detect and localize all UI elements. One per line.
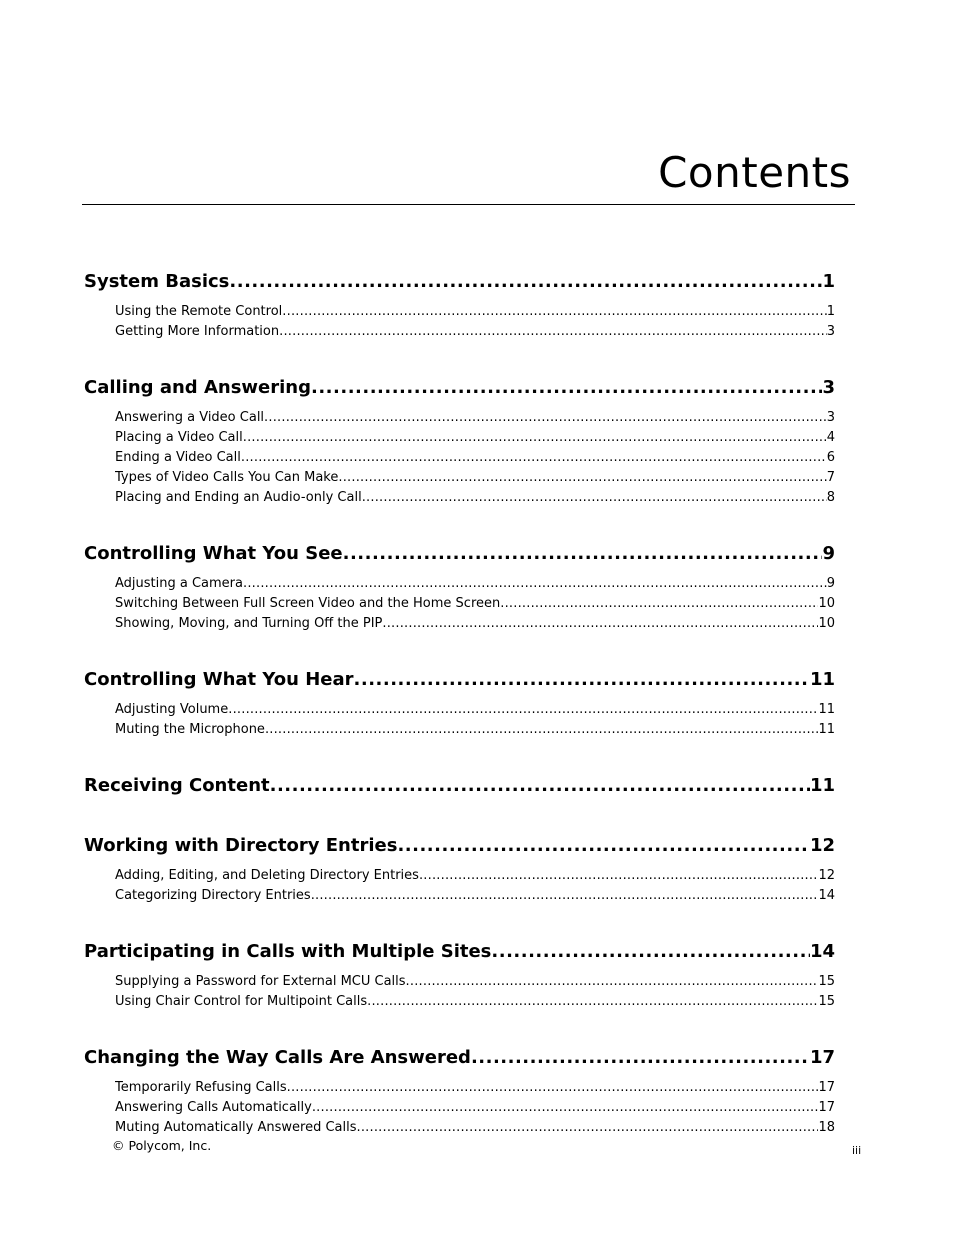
toc-section	[84, 832, 835, 906]
toc-subsection-page: 6	[826, 450, 835, 465]
toc-chapter-entry[interactable]	[84, 938, 835, 966]
page-title: Contents	[658, 148, 851, 197]
toc-leader-dots	[241, 448, 827, 468]
toc-subsection-title: Temporarily Refusing Calls	[115, 1080, 287, 1095]
toc-chapter-title: Working with Directory Entries	[84, 835, 398, 856]
toc-leader-dots	[382, 614, 818, 634]
toc-leader-dots	[500, 594, 818, 614]
toc-subsection-title: Muting Automatically Answered Calls	[115, 1120, 357, 1135]
toc-subsection-page: 17	[818, 1100, 835, 1115]
toc-subsection-entry[interactable]	[115, 428, 835, 448]
toc-chapter-entry[interactable]	[84, 832, 835, 860]
toc-subsection-entry[interactable]	[115, 574, 835, 594]
toc-chapter-page: 1	[822, 271, 835, 292]
toc-chapter-title: Calling and Answering	[84, 377, 311, 398]
toc-subsection-entry[interactable]	[115, 448, 835, 468]
toc-subsection-page: 15	[818, 994, 835, 1009]
toc-subsection-title: Categorizing Directory Entries	[115, 888, 311, 903]
toc-chapter-title: System Basics	[84, 271, 230, 292]
toc-leader-dots	[311, 886, 819, 906]
toc-leader-dots	[264, 408, 827, 428]
toc-chapter-page: 17	[809, 1047, 835, 1068]
toc-subsection-page: 12	[818, 868, 835, 883]
toc-chapter-entry[interactable]	[84, 666, 835, 694]
toc-subsection-page: 10	[818, 596, 835, 611]
toc-subsection-title: Adjusting Volume	[115, 702, 229, 717]
toc-section	[84, 772, 835, 800]
toc-section	[84, 540, 835, 634]
toc-section	[84, 666, 835, 740]
toc-chapter-page: 11	[809, 669, 835, 690]
toc-subsection-title: Answering Calls Automatically	[115, 1100, 312, 1115]
toc-subsection-title: Placing and Ending an Audio-only Call	[115, 490, 362, 505]
toc-chapter-title: Changing the Way Calls Are Answered	[84, 1047, 471, 1068]
title-rule	[82, 204, 855, 205]
section-spacer	[84, 906, 835, 938]
toc-leader-dots	[397, 832, 809, 860]
toc-leader-dots	[312, 1098, 819, 1118]
toc-subsection-title: Switching Between Full Screen Video and the Home Screen	[115, 596, 501, 611]
toc-subsection-entry[interactable]	[115, 1118, 835, 1138]
toc-subsection-title: Adjusting a Camera	[115, 576, 243, 591]
toc-subsection-title: Answering a Video Call	[115, 410, 265, 425]
section-spacer	[84, 1012, 835, 1044]
toc-subsection-page: 11	[818, 702, 835, 717]
toc-chapter-entry[interactable]	[84, 268, 835, 296]
toc-subsection-entry[interactable]	[115, 972, 835, 992]
toc-subsection-page: 10	[818, 616, 835, 631]
toc-leader-dots	[343, 540, 823, 568]
toc-chapter-page: 3	[822, 377, 835, 398]
toc-section	[84, 1044, 835, 1138]
toc-subsection-title: Using Chair Control for Multipoint Calls	[115, 994, 368, 1009]
toc-leader-dots	[279, 322, 827, 342]
toc-leader-dots	[362, 488, 827, 508]
toc-subsection-entry[interactable]	[115, 1078, 835, 1098]
toc-chapter-entry[interactable]	[84, 772, 835, 800]
toc-subsection-entry[interactable]	[115, 886, 835, 906]
toc-subsection-page: 1	[826, 304, 835, 319]
footer-copyright: © Polycom, Inc.	[112, 1138, 212, 1153]
toc-leader-dots	[419, 866, 819, 886]
toc-subsection-title: Using the Remote Control	[115, 304, 283, 319]
toc-leader-dots	[367, 992, 818, 1012]
toc-subsection-entry[interactable]	[115, 1098, 835, 1118]
toc-subsection-entry[interactable]	[115, 468, 835, 488]
toc-subsection-entry[interactable]	[115, 720, 835, 740]
toc-chapter-page: 14	[809, 941, 835, 962]
toc-chapter-entry[interactable]	[84, 540, 835, 568]
toc-leader-dots	[491, 938, 810, 966]
toc-subsection-entry[interactable]	[115, 322, 835, 342]
toc-subsection-title: Showing, Moving, and Turning Off the PIP	[115, 616, 383, 631]
toc-subsection-entry[interactable]	[115, 408, 835, 428]
toc-leader-dots	[265, 720, 819, 740]
toc-subsection-title: Types of Video Calls You Can Make	[115, 470, 339, 485]
toc-subsection-title: Adding, Editing, and Deleting Directory Entries	[115, 868, 419, 883]
toc-chapter-page: 11	[809, 775, 835, 796]
toc-chapter-title: Participating in Calls with Multiple Sites	[84, 941, 492, 962]
toc-subsection-page: 4	[826, 430, 835, 445]
toc-leader-dots	[338, 468, 826, 488]
toc-subsection-entry[interactable]	[115, 488, 835, 508]
toc-subsection-page: 8	[826, 490, 835, 505]
toc-chapter-page: 9	[822, 543, 835, 564]
toc-section	[84, 374, 835, 508]
toc-leader-dots	[311, 374, 822, 402]
toc-leader-dots	[357, 1118, 819, 1138]
section-spacer	[84, 342, 835, 374]
toc-subsection-page: 17	[818, 1080, 835, 1095]
toc-subsection-title: Supplying a Password for External MCU Calls	[115, 974, 406, 989]
toc-leader-dots	[287, 1078, 819, 1098]
toc-subsection-entry[interactable]	[115, 700, 835, 720]
toc-subsection-page: 14	[818, 888, 835, 903]
toc-chapter-entry[interactable]	[84, 1044, 835, 1072]
toc-subsection-page: 7	[826, 470, 835, 485]
toc-subsection-title: Placing a Video Call	[115, 430, 243, 445]
toc-chapter-page: 12	[809, 835, 835, 856]
toc-subsection-page: 3	[826, 410, 835, 425]
toc-subsection-page: 9	[826, 576, 835, 591]
toc-leader-dots	[229, 268, 822, 296]
toc-leader-dots	[243, 574, 827, 594]
toc-leader-dots	[228, 700, 818, 720]
toc-chapter-title: Controlling What You See	[84, 543, 343, 564]
section-spacer	[84, 634, 835, 666]
toc-subsection-title: Ending a Video Call	[115, 450, 241, 465]
toc-section	[84, 268, 835, 342]
toc-chapter-title: Receiving Content	[84, 775, 270, 796]
section-spacer	[84, 508, 835, 540]
toc-leader-dots	[406, 972, 819, 992]
toc-leader-dots	[282, 302, 826, 322]
toc-subsection-page: 3	[826, 324, 835, 339]
toc-section	[84, 938, 835, 1012]
section-spacer	[84, 800, 835, 832]
footer-page-number: iii	[852, 1144, 862, 1157]
toc-subsection-entry[interactable]	[115, 302, 835, 322]
toc-leader-dots	[270, 772, 810, 800]
section-spacer	[84, 740, 835, 772]
table-of-contents	[84, 268, 835, 1138]
toc-subsection-entry[interactable]	[115, 866, 835, 886]
toc-subsection-page: 11	[818, 722, 835, 737]
toc-leader-dots	[243, 428, 827, 448]
toc-subsection-page: 18	[818, 1120, 835, 1135]
toc-subsection-entry[interactable]	[115, 614, 835, 634]
toc-subsection-entry[interactable]	[115, 594, 835, 614]
toc-chapter-entry[interactable]	[84, 374, 835, 402]
toc-subsection-title: Getting More Information	[115, 324, 280, 339]
toc-subsection-entry[interactable]	[115, 992, 835, 1012]
toc-subsection-title: Muting the Microphone	[115, 722, 265, 737]
toc-leader-dots	[354, 666, 810, 694]
toc-subsection-page: 15	[818, 974, 835, 989]
toc-chapter-title: Controlling What You Hear	[84, 669, 354, 690]
toc-leader-dots	[471, 1044, 810, 1072]
